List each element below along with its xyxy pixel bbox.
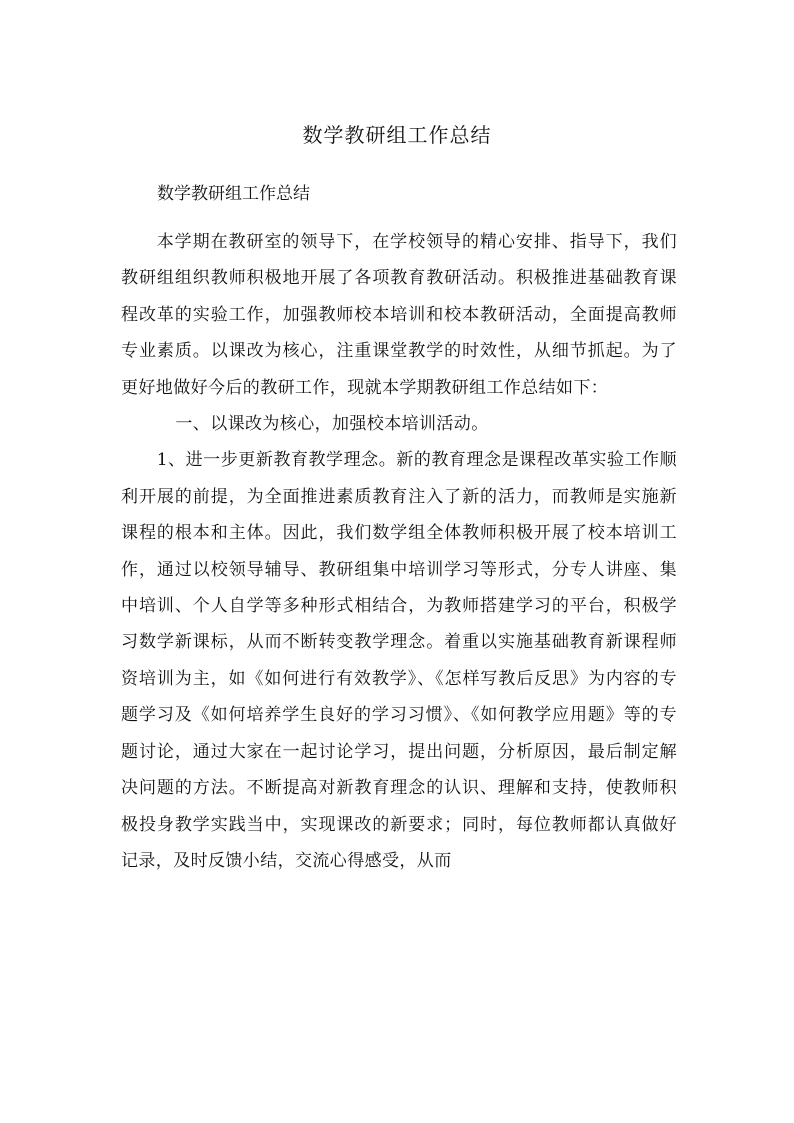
document-body <box>121 224 677 879</box>
document-title: 数学教研组工作总结 <box>302 123 492 147</box>
document-subtitle: 数学教研组工作总结 <box>157 184 310 204</box>
section-heading-1: 一、以课改为核心，加强校本培训活动。 <box>175 414 489 435</box>
paragraph-intro: 本学期在教研室的领导下，在学校领导的精心安排、指导下，我们教研组组织教师积极地开展了各项教育教研活动。积极推进基础教育课程改革的实验工作，加强教师校本培训和校本教研活动，全面提高教师专业素质。以课改为核心，注重课堂教学的时效性，从细节抓起。为了更好地做好今后的教研工作，现就本学期教研组工作总结如下： <box>121 232 677 398</box>
paragraph-1: 1、进一步更新教育教学理念。新的教育理念是课程改革实验工作顺利开展的前提，为全面推进素质教育注入了新的活力，而教师是实施新课程的根本和主体。因此，我们数学组全体教师积极开展了校本培训工作，通过以校领导辅导、教研组集中培训学习等形式，分专人讲座、集中培训、个人自学等多种形式相结合，为教师搭建学习的平台，积极学习数学新课标，从而不断转变教学理念。着重以实施基础教育新课程师资培训为主，如《如何进行有效教学》、《怎样写教后反思》为内容的专题学习及《如何培养学生良好的学习习惯》、《如何教学应用题》等的专题讨论，通过大家在一起讨论学习，提出问题，分析原因，最后制定解决问题的方法。不断提高对新教育理念的认识、理解和支持，使教师积极投身教学实践当中，实现课改的新要求；同时，每位教师都认真做好记录，及时反馈小结，交流心得感受，从而 <box>121 450 677 871</box>
